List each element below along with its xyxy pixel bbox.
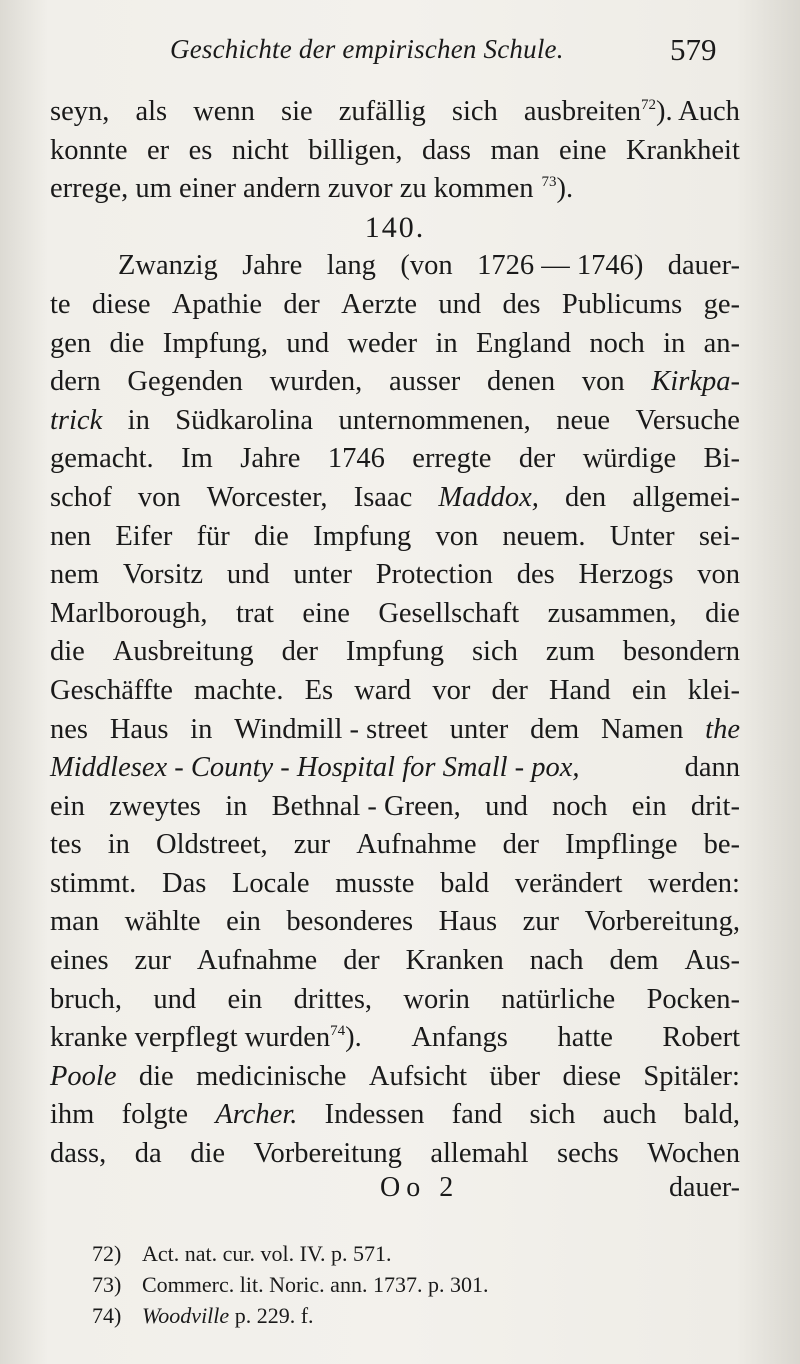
text-line — [50, 711, 740, 750]
word: Gegenden — [127, 366, 243, 398]
word: und — [438, 288, 482, 320]
footnote-number: 72) — [92, 1241, 122, 1266]
footnote — [92, 1300, 732, 1331]
section-number-line — [50, 209, 740, 248]
word: der — [281, 636, 318, 668]
word: gemacht. — [50, 443, 154, 475]
word: Vorbereitung, — [584, 906, 740, 938]
word: die — [50, 636, 85, 668]
word: ausbreiten — [523, 96, 642, 127]
word: Impfung — [313, 520, 412, 552]
word: zur — [293, 829, 331, 861]
word: Zwanzig — [118, 250, 218, 282]
word: zufällig — [338, 96, 426, 127]
word: auch — [602, 1099, 657, 1131]
word: Anfangs — [411, 1022, 508, 1054]
word: stimmt. — [50, 867, 137, 899]
word: musste — [335, 867, 415, 899]
word: den — [565, 481, 607, 513]
person-name: Kirkpa- — [651, 366, 740, 398]
word: billigen, — [308, 134, 403, 166]
text-line — [50, 1135, 740, 1174]
word: Kranken — [405, 945, 504, 977]
word: nicht — [231, 134, 289, 166]
footnote — [92, 1269, 732, 1300]
text-line — [50, 633, 740, 672]
word: Indessen — [324, 1099, 425, 1131]
word: die — [138, 1060, 174, 1092]
word: eine — [559, 134, 607, 166]
text-line — [50, 402, 740, 441]
text-line — [50, 788, 740, 827]
word: 1726 — 1746) — [477, 250, 644, 282]
word: seyn, — [50, 96, 110, 127]
word: diese — [91, 288, 151, 320]
word: wenn — [193, 96, 255, 127]
footnote-text: Act. nat. cur. vol. IV. p. 571. — [142, 1241, 392, 1266]
word: worin — [403, 983, 470, 1015]
word: in — [663, 327, 686, 359]
text-line — [50, 479, 740, 518]
text-line — [50, 981, 740, 1020]
text-line — [50, 1096, 740, 1135]
word: von — [137, 481, 181, 513]
word: die — [190, 1138, 226, 1170]
word: sich — [529, 1099, 576, 1131]
word: vor — [432, 674, 471, 706]
word: der — [502, 829, 539, 861]
word: drittes, — [293, 983, 373, 1015]
word: ein — [227, 983, 263, 1015]
word: Krankheit — [625, 134, 740, 166]
text-line — [50, 595, 740, 634]
word: unter — [449, 713, 509, 745]
word: Marlborough, — [50, 597, 208, 629]
signature-mark: Oo 2 — [380, 1172, 460, 1203]
footnote-text: Commerc. lit. Noric. ann. 1737. p. 301. — [142, 1272, 489, 1297]
word: Wochen — [647, 1138, 740, 1170]
footnote-ref[interactable]: 72 — [641, 97, 657, 113]
running-title: Geschichte der empirischen Schule. — [170, 34, 564, 64]
text-line — [50, 942, 740, 981]
word: an- — [703, 327, 740, 359]
word: England — [475, 327, 571, 359]
word: werden: — [648, 867, 740, 899]
word: ausser — [389, 366, 461, 398]
body-text — [50, 93, 740, 1174]
word: ). — [345, 1022, 362, 1054]
word: 1746 — [327, 443, 385, 475]
word: Robert — [662, 1022, 740, 1054]
word: gen — [50, 327, 92, 359]
word: klei- — [687, 674, 740, 706]
word: würdige — [582, 443, 677, 475]
word: bruch, — [50, 983, 123, 1015]
word: allgemei- — [632, 481, 740, 513]
word: die — [109, 327, 145, 359]
word: in — [127, 404, 150, 436]
text-line — [50, 247, 740, 286]
word: dass, — [50, 1138, 107, 1170]
word: Locale — [232, 867, 310, 899]
word: Aufnahme — [356, 829, 477, 861]
word: (von — [400, 250, 453, 282]
footnote-ref[interactable]: 74 — [330, 1023, 346, 1040]
word: Windmill - street — [234, 713, 428, 745]
word: unternommenen, — [338, 404, 531, 436]
person-name: Archer. — [215, 1099, 298, 1131]
word: Gesellschaft — [378, 597, 520, 629]
word: Jahre — [242, 250, 303, 282]
word: ein — [631, 790, 667, 822]
section-number: 140. — [364, 210, 426, 244]
text-line — [50, 556, 740, 595]
word: ein — [226, 906, 261, 938]
footnote-ref[interactable]: 73 — [541, 174, 557, 191]
text-line — [50, 1019, 740, 1058]
word: er — [147, 134, 170, 166]
word: die — [254, 520, 289, 552]
word: der — [518, 443, 556, 475]
word: ). — [556, 173, 574, 205]
word: Eifer — [115, 520, 173, 552]
word: in — [435, 327, 458, 359]
word: Südkarolina — [175, 404, 314, 436]
word: und — [226, 559, 270, 591]
word: Hand — [548, 674, 611, 706]
word: die — [705, 597, 740, 629]
word: denen — [487, 366, 556, 398]
word: eines — [50, 945, 109, 977]
word: man — [50, 906, 100, 938]
word: als — [135, 96, 168, 127]
hospital-name: Middlesex - County - Hospital for Small - pox, — [50, 752, 580, 784]
text-line — [50, 286, 740, 325]
text-line — [50, 749, 740, 788]
word: Aufnahme — [196, 945, 318, 977]
word: schof — [50, 481, 112, 513]
word: ein — [50, 790, 85, 822]
word: zum — [545, 636, 595, 668]
word: nach — [529, 945, 584, 977]
footnotes — [92, 1238, 732, 1331]
word: Jahre — [240, 443, 301, 475]
word: man — [490, 134, 540, 166]
text-line — [50, 325, 740, 364]
word: errege, um einer andern zuvor zu kommen — [50, 173, 534, 205]
word: Geschäffte — [50, 674, 173, 706]
word: dem — [530, 713, 580, 745]
word: sich — [451, 96, 498, 127]
word: Bi- — [703, 443, 740, 475]
page-number: 579 — [670, 32, 717, 67]
text-line — [50, 865, 740, 904]
text-line — [50, 672, 740, 711]
word: eine — [302, 597, 350, 629]
word: für — [196, 520, 230, 552]
catchword: dauer- — [669, 1172, 740, 1203]
text-line — [50, 826, 740, 865]
word: zur — [522, 906, 560, 938]
word: Protection — [375, 559, 493, 591]
text-line — [50, 903, 740, 942]
word: konnte — [50, 134, 128, 166]
word: Das — [162, 867, 207, 899]
text-line — [50, 363, 740, 402]
footnote — [92, 1238, 732, 1269]
person-name: Maddox, — [438, 481, 539, 513]
word: Namen — [601, 713, 684, 745]
word: von — [581, 366, 625, 398]
word: von — [435, 520, 479, 552]
word: besonderes — [286, 906, 414, 938]
person-name: trick — [50, 404, 103, 436]
word: Apathie — [171, 288, 263, 320]
footnote-number: 73) — [92, 1272, 122, 1297]
word: Versuche — [635, 404, 740, 436]
word: bald — [440, 867, 490, 899]
word: weder — [347, 327, 418, 359]
word: Im — [181, 443, 213, 475]
word: Publicums — [561, 288, 683, 320]
word: erregte — [412, 443, 492, 475]
word: dauer- — [667, 250, 740, 282]
word: noch — [552, 790, 608, 822]
word: Ausbreitung — [112, 636, 254, 668]
word: drit- — [690, 790, 740, 822]
word: dann — [684, 752, 740, 784]
word: ihm — [50, 1099, 95, 1131]
word: Aerzte — [341, 288, 418, 320]
word: te — [50, 288, 71, 320]
word: hatte — [557, 1022, 613, 1054]
word: Oldstreet, — [156, 829, 268, 861]
word: in — [107, 829, 130, 861]
word: ein — [631, 674, 667, 706]
word: noch — [589, 327, 645, 359]
word: und — [485, 790, 528, 822]
word: der — [283, 288, 320, 320]
word: zusammen, — [547, 597, 677, 629]
word: wählte — [124, 906, 201, 938]
word: bald, — [683, 1099, 740, 1131]
text-line — [50, 170, 740, 209]
word: ge- — [703, 288, 740, 320]
word: Impflinge — [565, 829, 678, 861]
word: dern — [50, 366, 101, 398]
text-line — [50, 518, 740, 557]
word: des — [502, 288, 541, 320]
word: ). Auch — [656, 96, 740, 127]
word: der — [343, 945, 380, 977]
word: nes — [50, 713, 88, 745]
word: Es — [304, 674, 334, 706]
word: von — [697, 559, 740, 591]
word: und — [286, 327, 330, 359]
word: sechs — [557, 1138, 619, 1170]
word: Unter — [609, 520, 675, 552]
word: Bethnal - Green, — [271, 790, 461, 822]
word: Spitäler: — [643, 1060, 740, 1092]
signature-row — [50, 1172, 740, 1212]
word: fand — [451, 1099, 503, 1131]
word: Haus — [438, 906, 498, 938]
word: medicinische — [196, 1060, 347, 1092]
word: zweytes — [109, 790, 201, 822]
word: besondern — [622, 636, 740, 668]
footnote-text: p. 229. f. — [234, 1303, 314, 1328]
word: neuem. — [502, 520, 586, 552]
person-name: Poole — [50, 1060, 117, 1092]
footnote-number: 74) — [92, 1303, 122, 1328]
word: zur — [134, 945, 171, 977]
word: Aufsicht — [368, 1060, 468, 1092]
word: dass — [421, 134, 472, 166]
word: machte. — [194, 674, 284, 706]
word: des — [516, 559, 555, 591]
word: dem — [609, 945, 659, 977]
word: in — [190, 713, 213, 745]
word: es — [188, 134, 213, 166]
word: sie — [281, 96, 313, 127]
word: kranke verpflegt wurden — [50, 1022, 331, 1054]
word: tes — [50, 829, 82, 861]
word: natürliche — [501, 983, 616, 1015]
text-line — [50, 1058, 740, 1097]
word: be- — [703, 829, 740, 861]
word: Pocken- — [646, 983, 740, 1015]
word: ward — [354, 674, 412, 706]
word: Vorsitz — [122, 559, 204, 591]
word: nen — [50, 520, 92, 552]
word: über — [489, 1060, 541, 1092]
word: Impfung — [345, 636, 445, 668]
hospital-name: the — [705, 713, 740, 745]
word: in — [225, 790, 248, 822]
word: verändert — [514, 867, 623, 899]
word: Worcester, — [206, 481, 328, 513]
word: nem — [50, 559, 100, 591]
footnote-author: Woodville — [142, 1303, 230, 1328]
word: neue — [556, 404, 611, 436]
word: Aus- — [684, 945, 740, 977]
word: Isaac — [353, 481, 413, 513]
word: Impfung, — [162, 327, 268, 359]
word: und — [153, 983, 197, 1015]
text-line — [50, 440, 740, 479]
word: Herzogs — [578, 559, 674, 591]
word: sei- — [698, 520, 740, 552]
text-line — [50, 132, 740, 171]
word: Haus — [109, 713, 169, 745]
text-line — [50, 93, 740, 132]
word: wurden, — [269, 366, 363, 398]
word: folgte — [121, 1099, 189, 1131]
word: lang — [326, 250, 376, 282]
running-head — [0, 28, 800, 78]
word: allemahl — [430, 1138, 529, 1170]
word: diese — [562, 1060, 621, 1092]
word: trat — [235, 597, 274, 629]
word: Vorbereitung — [253, 1138, 402, 1170]
word: der — [491, 674, 528, 706]
word: da — [134, 1138, 162, 1170]
word: sich — [471, 636, 518, 668]
word: unter — [293, 559, 352, 591]
